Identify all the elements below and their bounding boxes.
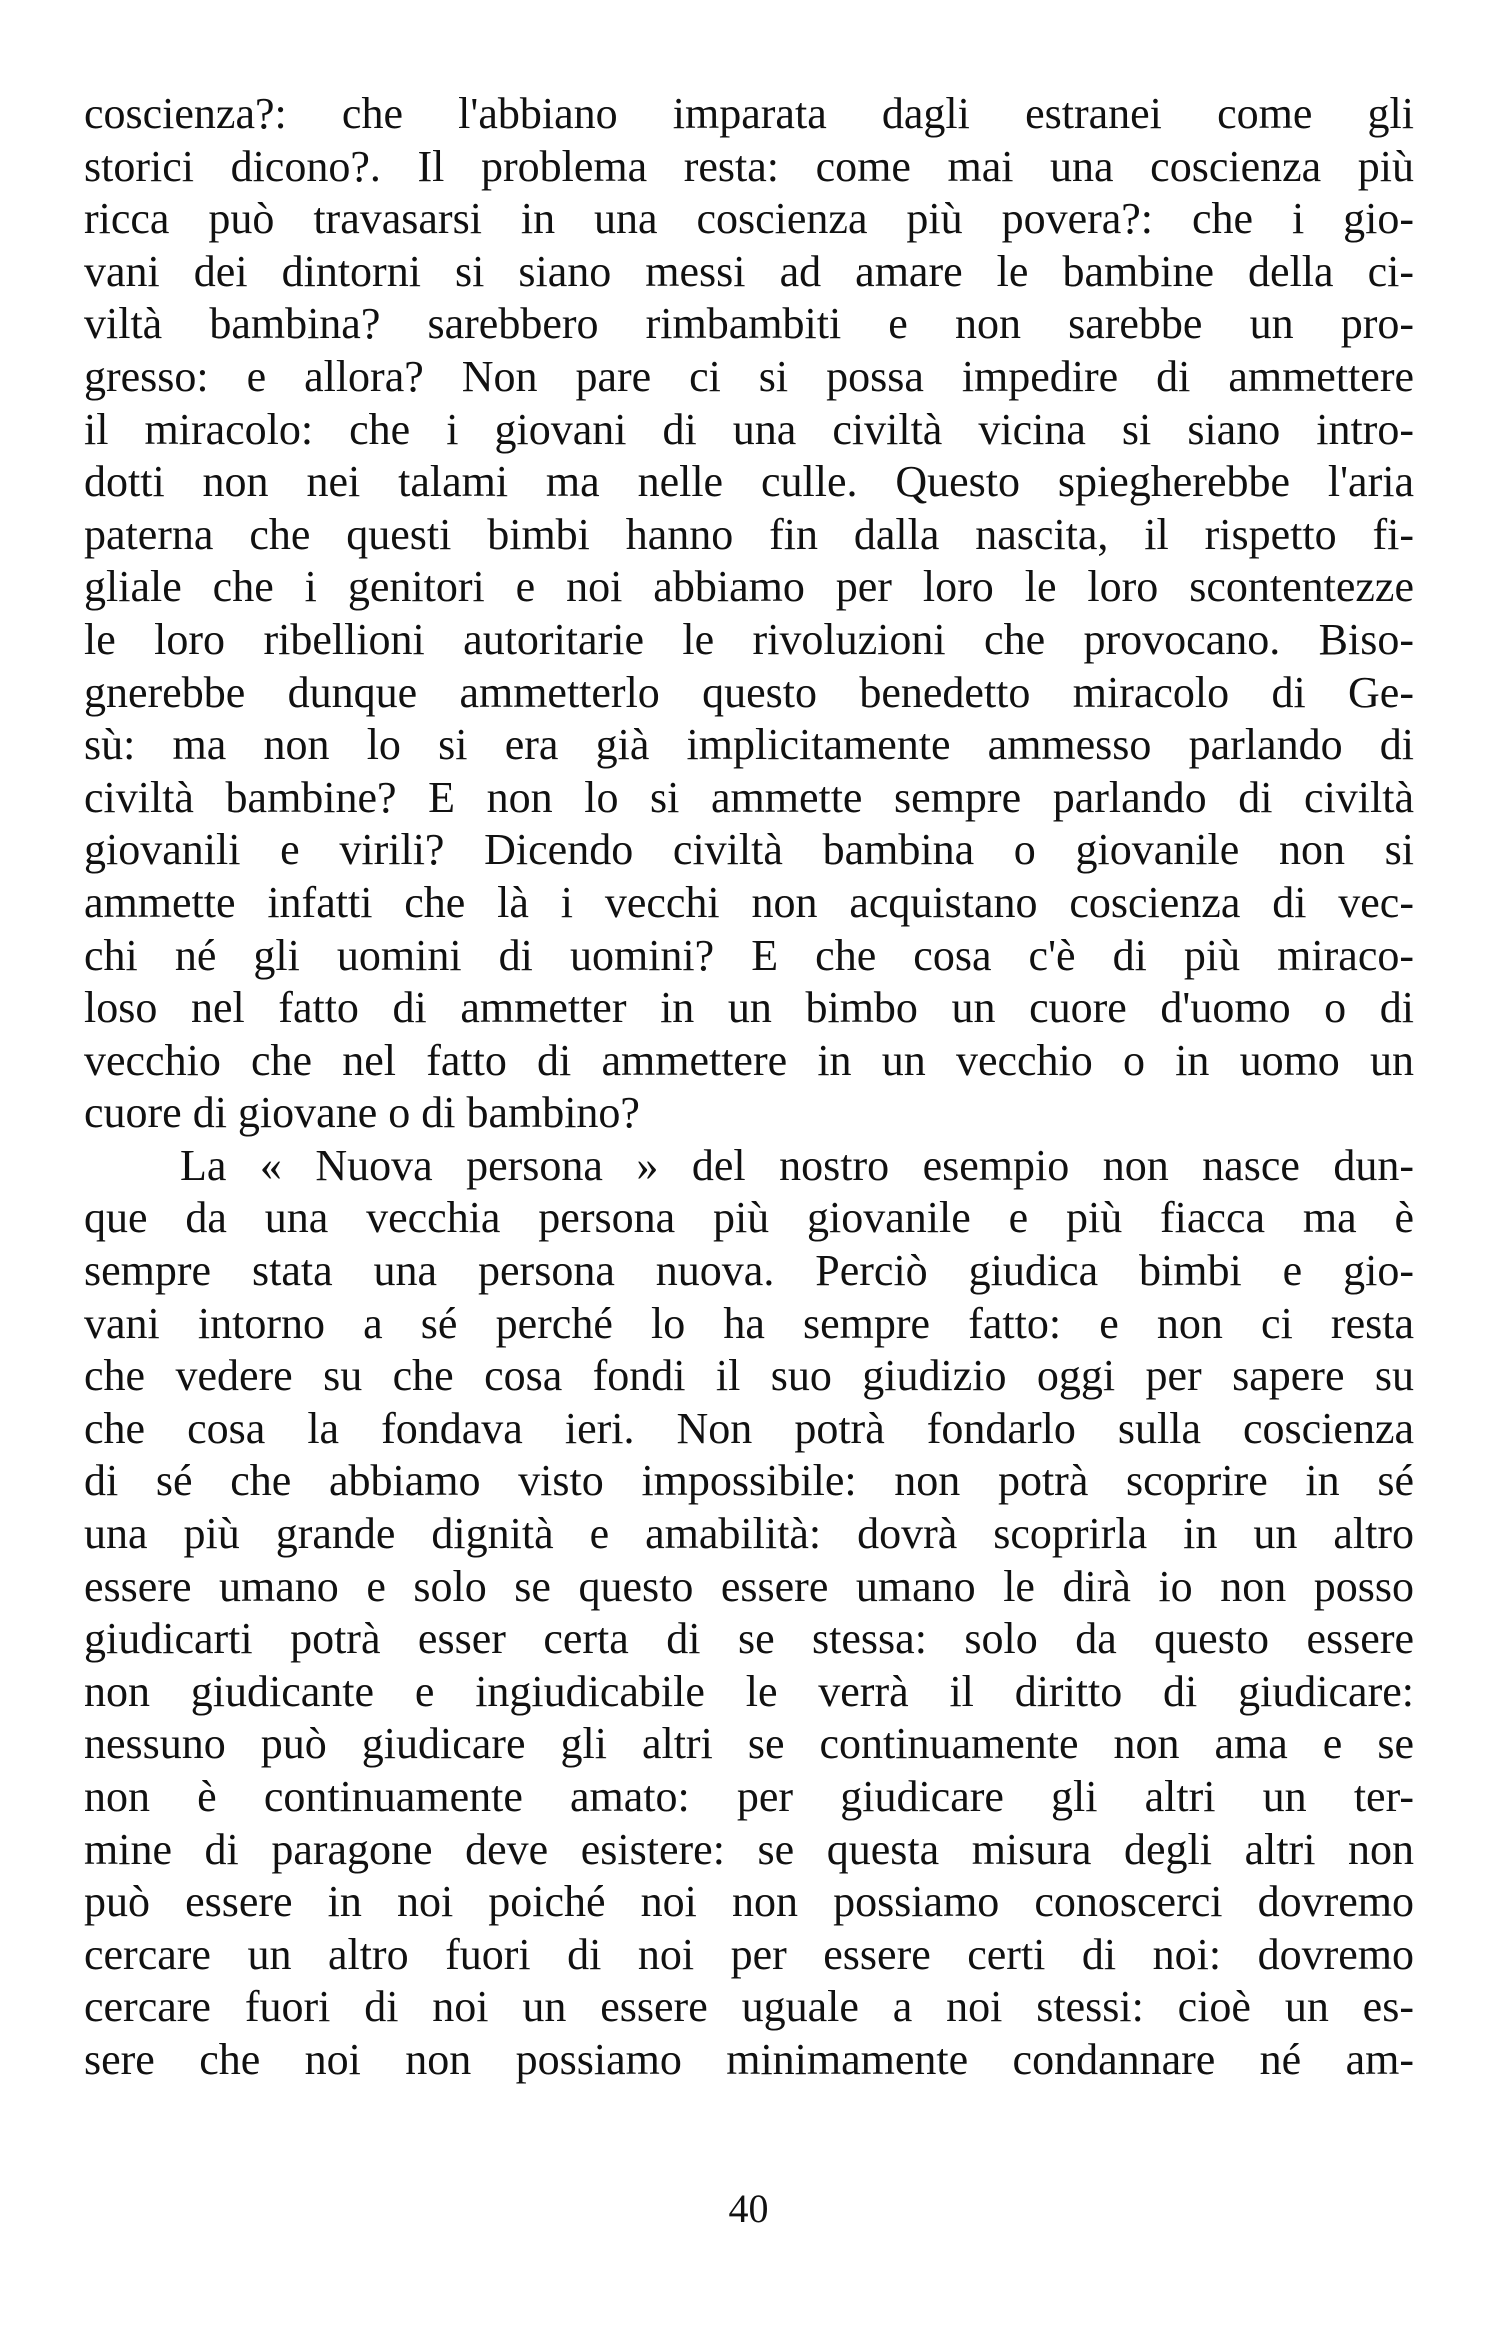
text-line: sere che noi non possiamo minimamente condannare né am- (84, 2034, 1414, 2084)
page-number: 40 (728, 2186, 769, 2231)
text-line: chi né gli uomini di uomini? E che cosa c'è di più miraco- (84, 930, 1414, 980)
text-line: di sé che abbiamo visto impossibile: non potrà scoprire in sé (84, 1456, 1414, 1506)
text-line: le loro ribellioni autoritarie le rivoluzioni che provocano. Biso- (84, 614, 1414, 664)
text-line: storici dicono?. Il problema resta: come mai una coscienza più (84, 141, 1414, 191)
text-line: civiltà bambine? E non lo si ammette sempre parlando di civiltà (84, 772, 1414, 822)
text-line: non è continuamente amato: per giudicare gli altri un ter- (84, 1772, 1414, 1821)
text-line: vani intorno a sé perché lo ha sempre fatto: e non ci resta (84, 1298, 1414, 1348)
text-line: coscienza?: che l'abbiano imparata dagli estranei come gli (84, 89, 1414, 138)
text-line: paterna che questi bimbi hanno fin dalla nascita, il rispetto fi- (84, 509, 1414, 559)
text-line: il miracolo: che i giovani di una civiltà vicina si siano intro- (84, 404, 1414, 454)
paragraph-start-line: La « Nuova persona » del nostro esempio non nasce dun- (180, 1140, 1414, 1190)
text-line: cercare fuori di noi un essere uguale a noi stessi: cioè un es- (84, 1982, 1414, 2032)
text-line: dotti non nei talami ma nelle culle. Questo spiegherebbe l'aria (84, 457, 1414, 507)
text-line: vecchio che nel fatto di ammettere in un vecchio o in uomo un (84, 1035, 1414, 1085)
text-line: non giudicante e ingiudicabile le verrà il diritto di giudicare: (84, 1666, 1414, 1716)
text-line: loso nel fatto di ammetter in un bimbo un cuore d'uomo o di (84, 983, 1414, 1033)
text-line: gnerebbe dunque ammetterlo questo benedetto miracolo di Ge- (84, 667, 1414, 717)
text-line: mine di paragone deve esistere: se questa misura degli altri non (84, 1824, 1414, 1874)
text-line: que da una vecchia persona più giovanile e più fiacca ma è (84, 1193, 1414, 1243)
text-line: che cosa la fondava ieri. Non potrà fondarlo sulla coscienza (84, 1403, 1414, 1453)
text-line: vani dei dintorni si siano messi ad amare le bambine della ci- (84, 246, 1414, 296)
text-line: sempre stata una persona nuova. Perciò giudica bimbi e gio- (84, 1246, 1414, 1296)
text-line: ricca può travasarsi in una coscienza più povera?: che i gio- (84, 194, 1414, 244)
text-line: viltà bambina? sarebbero rimbambiti e non sarebbe un pro- (84, 299, 1414, 349)
text-line: una più grande dignità e amabilità: dovrà scoprirla in un altro (84, 1509, 1414, 1559)
text-line: giovanili e virili? Dicendo civiltà bambina o giovanile non si (84, 825, 1414, 875)
text-line: gliale che i genitori e noi abbiamo per loro le loro scontentezze (84, 562, 1414, 612)
paragraph-end-line: cuore di giovane o di bambino? (84, 1088, 640, 1138)
text-line: cercare un altro fuori di noi per essere certi di noi: dovremo (84, 1929, 1414, 1979)
text-line: può essere in noi poiché noi non possiamo conoscerci dovremo (84, 1877, 1414, 1927)
text-line: sù: ma non lo si era già implicitamente ammesso parlando di (84, 720, 1414, 770)
text-line: nessuno può giudicare gli altri se continuamente non ama e se (84, 1719, 1414, 1769)
body-text (84, 88, 1414, 2087)
text-line: che vedere su che cosa fondi il suo giudizio oggi per sapere su (84, 1351, 1414, 1401)
text-line: ammette infatti che là i vecchi non acquistano coscienza di vec- (84, 877, 1414, 927)
text-line: gresso: e allora? Non pare ci si possa impedire di ammettere (84, 351, 1414, 401)
text-line: essere umano e solo se questo essere umano le dirà io non posso (84, 1561, 1414, 1611)
text-line: giudicarti potrà esser certa di se stessa: solo da questo essere (84, 1614, 1414, 1664)
